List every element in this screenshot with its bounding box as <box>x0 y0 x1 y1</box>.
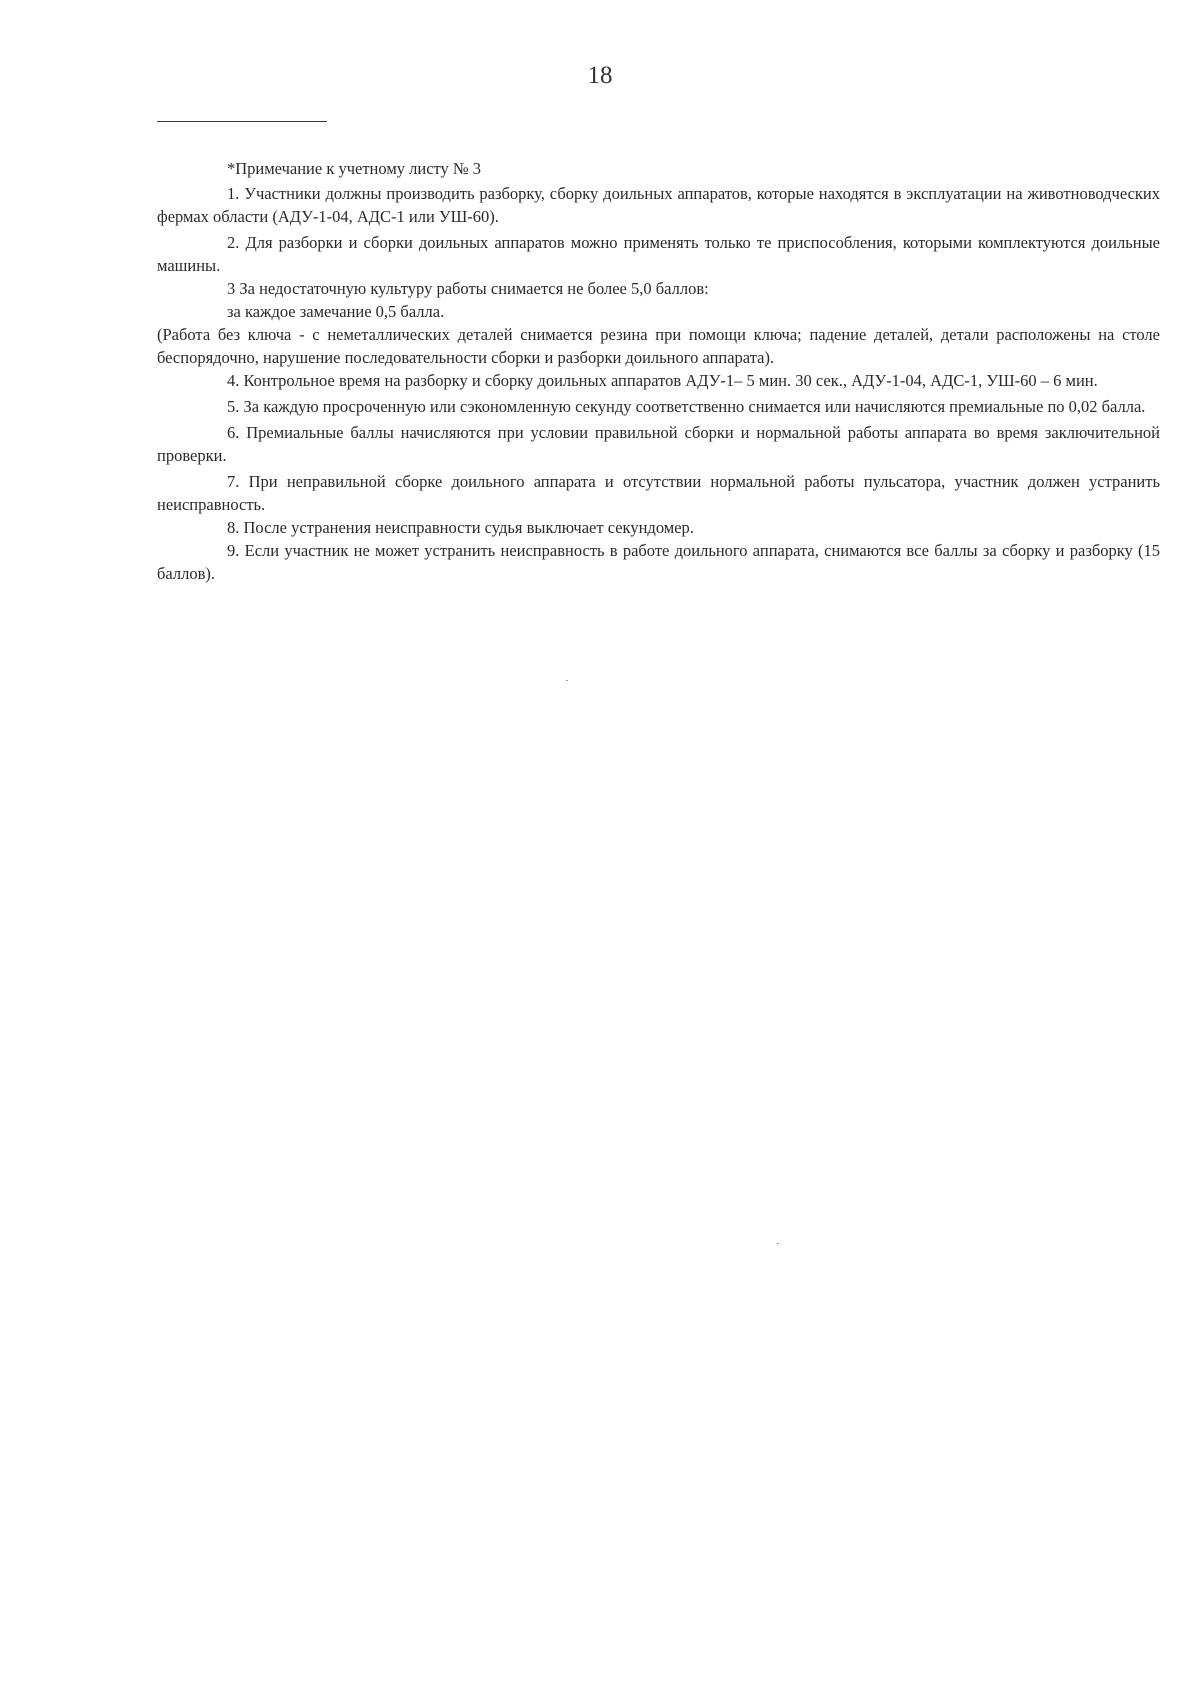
note-item-4: 4. Контрольное время на разборку и сборку доильных аппаратов АДУ-1– 5 мин. 30 сек., АДУ-1-04, АДС-1, УШ-60 – 6 мин. <box>227 371 1098 390</box>
footnote-separator-line <box>157 121 327 122</box>
note-item-7: 7. При неправильной сборке доильного аппарата и отсутствии нормальной работы пульсатора, участник должен устранить неисправность. <box>157 472 1160 514</box>
note-item-8: 8. После устранения неисправности судья выключает секундомер. <box>227 518 694 537</box>
scan-speck <box>777 1243 779 1244</box>
note-item-3-explanation: (Работа без ключа - с неметаллических деталей снимается резина при помощи ключа; падение деталей, детали расположены на столе беспорядочно, нарушение последовательности сборки и разборки доильного аппарата). <box>157 325 1160 367</box>
note-item-5: 5. За каждую просроченную или сэкономленную секунду соответственно снимается или начисляются премиальные по 0,02 балла. <box>227 397 1146 416</box>
note-item-3-detail: за каждое замечание 0,5 балла. <box>227 302 445 321</box>
page-number: 18 <box>587 62 613 89</box>
note-item-1: 1. Участники должны производить разборку, сборку доильных аппаратов, которые находятся в эксплуатации на животноводческих фермах области (АДУ-1-04, АДС-1 или УШ-60). <box>157 184 1160 226</box>
scan-speck <box>566 680 568 681</box>
note-item-2: 2. Для разборки и сборки доильных аппаратов можно применять только те приспособления, которыми комплектуются доильные машины. <box>157 233 1160 275</box>
note-body <box>157 157 1160 585</box>
note-item-9: 9. Если участник не может устранить неисправность в работе доильного аппарата, снимаются все баллы за сборку и разборку (15 баллов). <box>157 541 1160 583</box>
note-item-3: 3 За недостаточную культуру работы снимается не более 5,0 баллов: <box>227 279 709 298</box>
note-item-6: 6. Премиальные баллы начисляются при условии правильной сборки и нормальной работы аппарата во время заключительной проверки. <box>157 423 1160 465</box>
note-heading: *Примечание к учетному листу № 3 <box>227 159 482 178</box>
